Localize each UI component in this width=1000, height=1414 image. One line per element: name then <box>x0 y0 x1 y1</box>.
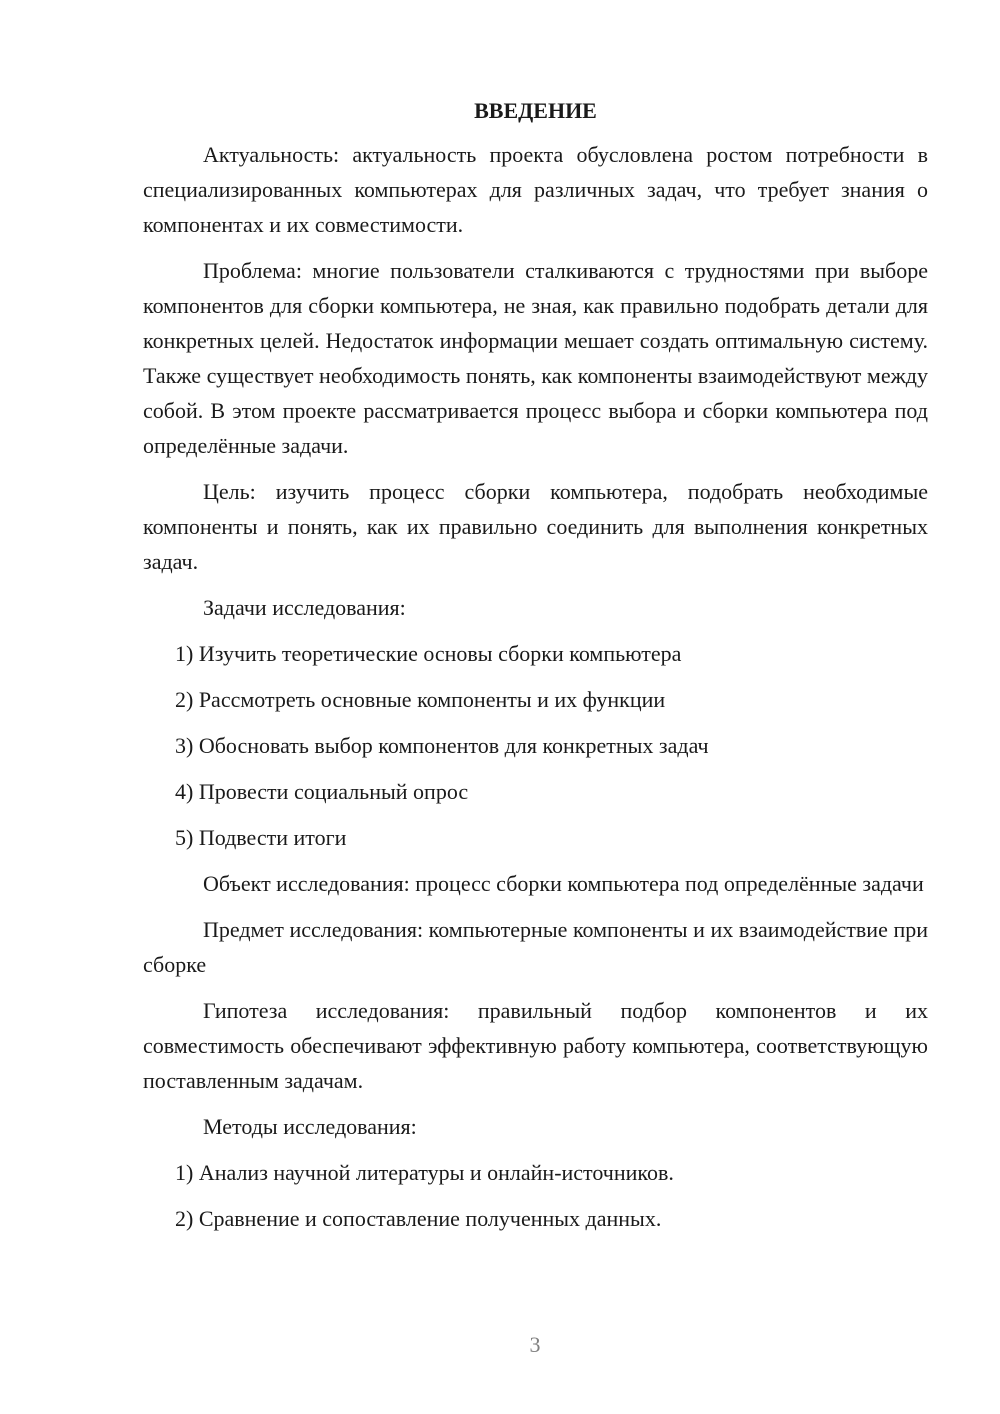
problem-paragraph: Проблема: многие пользователи сталкиваются с трудностями при выборе компонентов для сборки компьютера, не зная, как правильно подобрать детали для конкретных целей. Недостаток информации мешает создать оптимальную систему. Также существует необходимость понять, как компоненты взаимодействуют между собой. В этом проекте рассматривается процесс выбора и сборки компьютера под определённые задачи. <box>143 258 928 458</box>
page-title: ВВЕДЕНИЕ <box>474 98 597 123</box>
task-item: 2) Рассмотреть основные компоненты и их функции <box>175 687 666 712</box>
page-content <box>143 96 928 1247</box>
goal-paragraph: Цель: изучить процесс сборки компьютера, подобрать необходимые компоненты и понять, как их правильно соединить для выполнения конкретных задач. <box>143 479 928 574</box>
tasks-heading: Задачи исследования: <box>203 595 406 620</box>
object-paragraph: Объект исследования: процесс сборки компьютера под определённые задачи <box>203 871 924 896</box>
relevance-paragraph: Актуальность: актуальность проекта обусловлена ростом потребности в специализированных компьютерах для различных задач, что требует знания о компонентах и их совместимости. <box>143 142 928 237</box>
method-item: 2) Сравнение и сопоставление полученных данных. <box>175 1206 662 1231</box>
methods-heading: Методы исследования: <box>203 1114 417 1139</box>
method-item: 1) Анализ научной литературы и онлайн-источников. <box>175 1160 674 1185</box>
task-item: 4) Провести социальный опрос <box>175 779 469 804</box>
page-number: 3 <box>529 1332 541 1357</box>
hypothesis-paragraph: Гипотеза исследования: правильный подбор компонентов и их совместимость обеспечивают эффективную работу компьютера, соответствующую поставленным задачам. <box>143 998 928 1093</box>
task-item: 5) Подвести итоги <box>175 825 347 850</box>
task-item: 3) Обосновать выбор компонентов для конкретных задач <box>175 733 709 758</box>
subject-paragraph: Предмет исследования: компьютерные компоненты и их взаимодействие при сборке <box>143 917 928 977</box>
task-item: 1) Изучить теоретические основы сборки компьютера <box>175 641 682 666</box>
